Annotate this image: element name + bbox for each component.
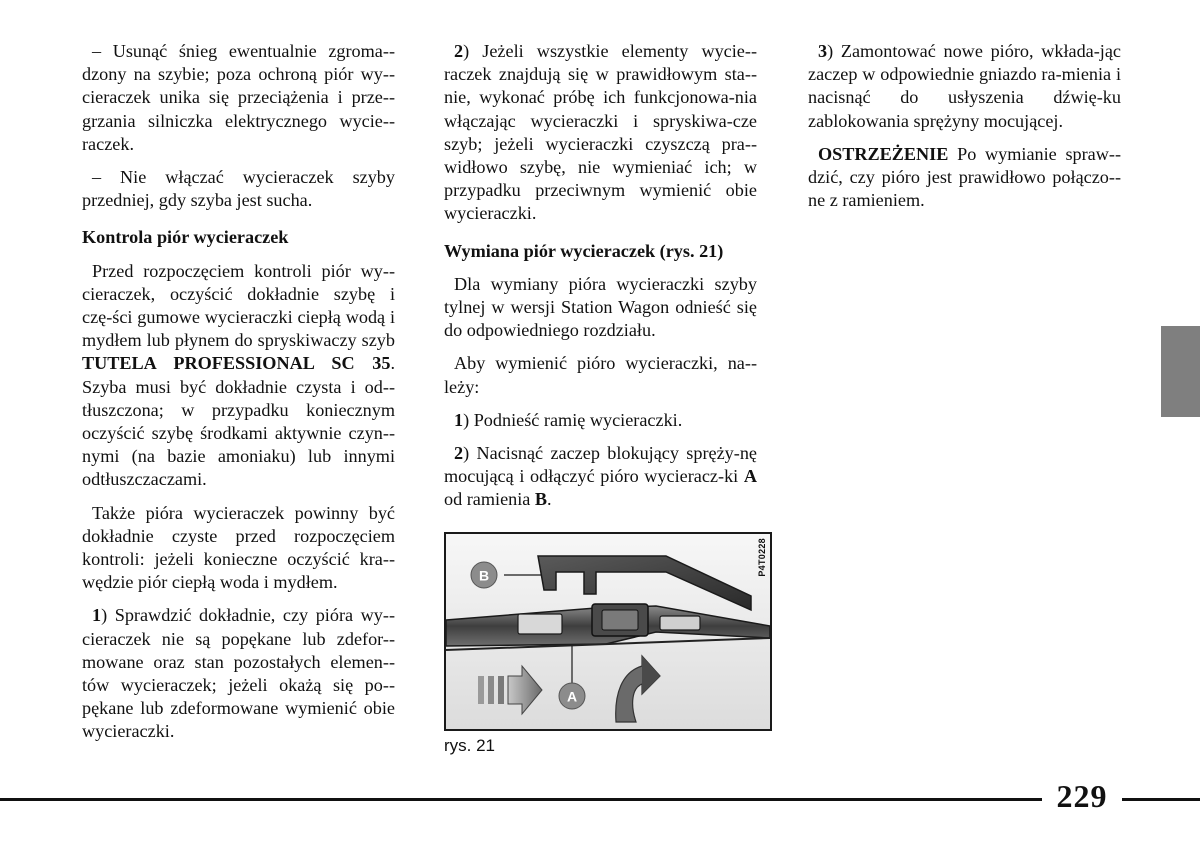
step-number: 2 [454, 41, 464, 61]
figure-caption: rys. 21 [444, 736, 496, 755]
text-column-3 [808, 40, 1121, 222]
text-column-2 [444, 40, 757, 522]
section-heading: Wymiana piór wycieraczek (rys. 21) [444, 240, 724, 261]
step-number: 3 [818, 41, 828, 61]
product-name: TUTELA PROFESSIONAL SC 35 [82, 353, 391, 374]
footer-rule-right [1122, 798, 1200, 801]
part-label-b: B [534, 489, 548, 510]
paragraph: Aby wymienić pióro wycieraczki, na-leży: [444, 353, 757, 397]
arrow-stripe [478, 676, 484, 704]
paragraph [444, 409, 757, 432]
figure-code: P4T0228 [757, 538, 767, 577]
blade-clip-inner [602, 610, 638, 630]
step-number: 1 [454, 409, 464, 430]
wiper-blade-figure [444, 532, 772, 731]
page-number: 229 [1056, 778, 1108, 814]
label-a-text: A [566, 688, 578, 705]
paragraph: – Usunąć śnieg ewentualnie zgroma-dzony na szybie; poza ochroną piór wy-cieraczek unika się przeciążenia i prze-grzania silniczka elektrycznego wycie-raczek. [82, 41, 395, 154]
paragraph [444, 40, 757, 226]
text-span: ) Jeżeli wszystkie elementy wycie-raczek znajdują się w prawidłowym sta-nie, wykonać próbę ich funkcjonowa-nia włączając wycieraczki i spryskiwa-cze szyb; jeżeli wycieraczki czyszczą pra-widłowo szybę, nie wymieniać ich; w przypadku przeciwnym wymienić obie wycieraczki. [444, 41, 757, 224]
part-label-a: A [743, 466, 757, 487]
paragraph: – Nie włączać wycieraczek szyby przedniej, gdy szyba jest sucha. [82, 167, 395, 211]
paragraph [808, 143, 1121, 213]
paragraph: Dla wymiany pióra wycieraczki szyby tylnej w wersji Station Wagon odnieść się do odpowiedniego rozdziału. [444, 273, 757, 341]
step-number: 2 [454, 443, 464, 464]
text-span: ) Zamontować nowe pióro, wkłada-jąc zaczep w odpowiednie gniazdo ra-mienia i nacisnąć do usłyszenia dźwię-ku zablokowania sprężyny mocującej. [808, 41, 1121, 131]
paragraph [82, 604, 395, 743]
wiper-illustration [446, 534, 770, 729]
text-span: ) Nacisnąć zaczep blokujący spręży-nę mocującą i odłączyć pióro wycieracz-ki [444, 443, 757, 487]
section-heading: Kontrola piór wycieraczek [82, 227, 289, 248]
warning-label: OSTRZEŻENIE [818, 143, 949, 164]
text-span: Przed rozpoczęciem kontroli piór wy-cieraczek, oczyścić dokładnie szybę i czę-ści gumowe wycieraczki ciepłą wodą i mydłem lub płynem do spryskiwaczy szyb [82, 260, 395, 351]
text-span: . [547, 489, 552, 510]
chapter-tab [1161, 326, 1200, 417]
footer-rule-left [0, 798, 1042, 801]
blade-window [660, 616, 700, 630]
text-span: od ramienia [444, 489, 535, 510]
paragraph [808, 40, 1121, 133]
blade-window [518, 614, 562, 634]
arrow-stripe [498, 676, 504, 704]
paragraph [82, 260, 395, 492]
paragraph [444, 442, 757, 512]
text-span: ) Sprawdzić dokładnie, czy pióra wy-cieraczek nie są popękane lub zdefor-mowane oraz stan pozostałych elemen-tów wycieraczek; jeżeli okażą się po-pękane lub zdeformowane wymienić obie wycieraczki. [82, 605, 395, 742]
text-span: ) Podnieść ramię wycieraczki. [463, 409, 683, 430]
text-span: . Szyba musi być dokładnie czysta i od-tłuszczona; w przypadku koniecznym oczyścić szybę środkami aktywnie czyn-nymi (na bazie amoniaku) lub innymi odtłuszczaczami. [82, 353, 395, 490]
step-number: 1 [92, 605, 102, 626]
label-b-text: B [478, 567, 490, 584]
paragraph: Także pióra wycieraczek powinny być dokładnie czyste przed rozpoczęciem kontroli: jeżeli konieczne oczyścić kra-wędzie piór ciepłą woda i mydłem. [82, 502, 395, 593]
text-span: Po wymianie spraw-dzić, czy pióro jest prawidłowo połączo-ne z ramieniem. [808, 143, 1121, 211]
arrow-stripe [488, 676, 494, 704]
text-column-1 [82, 40, 395, 754]
